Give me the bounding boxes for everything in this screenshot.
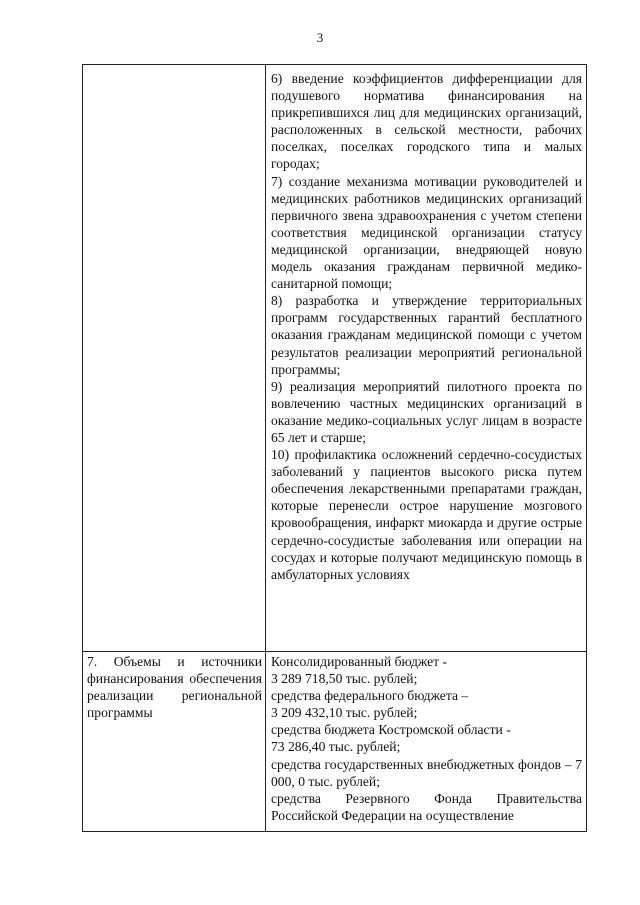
list-item: средства бюджета Костромской области - [271, 722, 511, 738]
table-cell-right [266, 652, 587, 832]
page-number: 3 [316, 30, 324, 45]
list-item: 6) введение коэффициентов дифференциации для подушевого норматива финансирования на прикрепившихся лиц для медицинских организаций, расположенных в сельской местности, рабочих поселках, поселках городского типа и малых городах; [271, 71, 582, 172]
list-item: 8) разработка и утверждение территориальных программ государственных гарантий бесплатного оказания гражданам медицинской помощи с учетом результатов реализации мероприятий региональной программы; [271, 293, 582, 377]
row1-label [83, 65, 265, 66]
table-row [83, 652, 587, 832]
list-item: 9) реализация мероприятий пилотного проекта по вовлечению частных медицинских организаций в оказание медико-социальных услуг лицам в возрасте 65 лет и старше; [271, 378, 582, 445]
list-item: 3 209 432,10 тыс. рублей; [271, 705, 418, 721]
program-table [82, 64, 587, 832]
row2-label: 7. Объемы и источники финансирования обеспечения реализации региональной программы [87, 654, 262, 721]
list-item: 7) создание механизма мотивации руководителей и медицинских работников медицинских организаций первичного звена здравоохранения с учетом степени соответствия медицинской организации статусу медицинской организации, внедряющей новую модель оказания гражданам первичной медико-санитарной помощи; [271, 173, 582, 292]
list-item: средства федерального бюджета – [271, 688, 469, 704]
list-item: 10) профилактика осложнений сердечно-сосудистых заболеваний у пациентов высокого риска путем обеспечения лекарственными препаратами граждан, которые перенесли острое нарушение мозгового кровообращения, инфаркт миокарда и другие острые сердечно-сосудистые заболевания или операции на сосудах и которые получают медицинскую помощь в амбулаторных условиях [271, 447, 582, 582]
table-cell-left [83, 65, 266, 652]
list-item: Консолидированный бюджет - [271, 654, 447, 669]
list-item: 3 289 718,50 тыс. рублей; [271, 671, 418, 687]
table-row [83, 65, 587, 652]
list-item: 73 286,40 тыс. рублей; [271, 739, 401, 755]
table-cell-right [266, 65, 587, 652]
table-cell-left [83, 652, 266, 832]
list-item: средства государственных внебюджетных фондов – 7 000, 0 тыс. рублей; [271, 756, 582, 789]
list-item: средства Резервного Фонда Правительства Российской Федерации на осуществление [271, 790, 582, 823]
